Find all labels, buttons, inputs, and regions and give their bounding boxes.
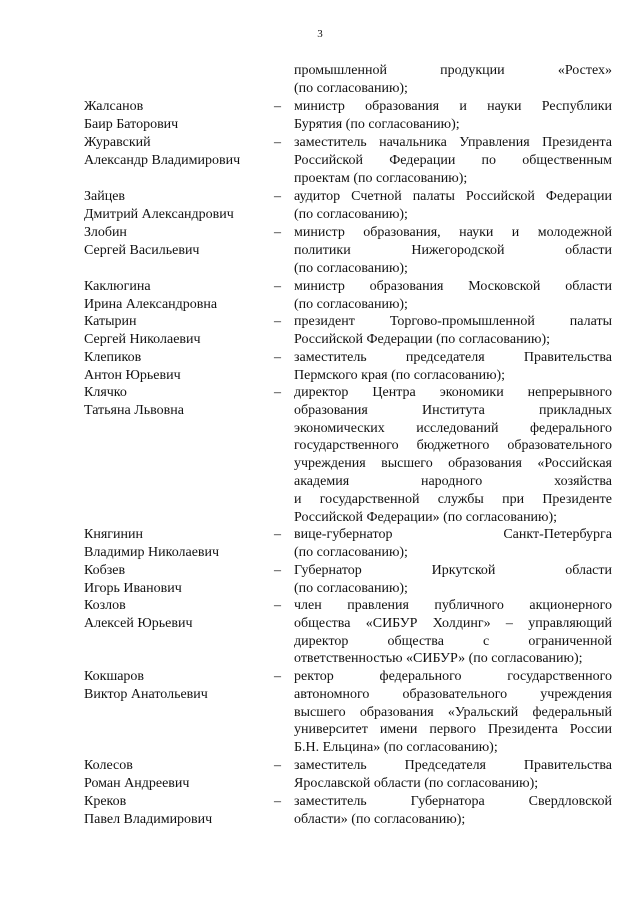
member-surname: Кобзев: [84, 563, 126, 578]
member-surname: Клепиков: [84, 350, 142, 365]
member-position-line: (по согласованию);: [294, 260, 408, 276]
member-surname: Жалсанов: [84, 99, 144, 114]
member-given-name: Роман Андреевич: [84, 775, 190, 791]
member-given-name: Алексей Юрьевич: [84, 615, 193, 631]
dash-separator: –: [274, 385, 281, 400]
member-position-line: и государственной службы при Президенте: [294, 491, 612, 507]
member-given-name: Игорь Иванович: [84, 580, 182, 596]
dash-separator: –: [274, 350, 281, 365]
dash-separator: –: [274, 99, 281, 114]
member-position-line: Бурятия (по согласованию);: [294, 116, 460, 132]
member-position-line: высшего образования «Уральский федеральный: [294, 704, 612, 720]
member-position-line: президент Торгово-промышленной палаты: [294, 314, 612, 329]
member-given-name: Сергей Васильевич: [84, 242, 200, 258]
member-surname: Зайцев: [84, 189, 126, 204]
member-position-line: области» (по согласованию);: [294, 811, 466, 827]
dash-separator: –: [274, 279, 281, 294]
member-surname: Клячко: [84, 385, 127, 400]
member-given-name: Антон Юрьевич: [84, 367, 181, 383]
member-surname: Колесов: [84, 758, 133, 773]
member-position-line: заместитель Губернатора Свердловской: [294, 794, 612, 809]
description-line: промышленной продукции «Ростех»: [294, 63, 612, 78]
member-position-line: экономических исследований федерального: [294, 420, 612, 436]
dash-separator: –: [274, 598, 281, 613]
dash-separator: –: [274, 189, 281, 204]
dash-separator: –: [274, 794, 281, 809]
member-surname: Козлов: [84, 598, 126, 613]
member-position-line: директор общества с ограниченной: [294, 633, 612, 649]
member-surname: Журавский: [84, 135, 151, 150]
member-given-name: Владимир Николаевич: [84, 544, 220, 560]
member-given-name: Дмитрий Александрович: [84, 206, 234, 222]
member-position-line: образования Института прикладных: [294, 402, 612, 418]
member-position-line: заместитель председателя Правительства: [294, 350, 612, 365]
description-line: (по согласованию);: [294, 80, 408, 96]
member-position-line: ответственностью «СИБУР» (по согласованию);: [294, 651, 583, 667]
member-surname: Злобин: [84, 225, 127, 240]
member-given-name: Сергей Николаевич: [84, 331, 201, 347]
member-position-line: (по согласованию);: [294, 580, 408, 596]
member-position-line: заместитель начальника Управления Президента: [294, 135, 612, 150]
member-position-line: (по согласованию);: [294, 296, 408, 312]
member-position-line: заместитель Председателя Правительства: [294, 758, 612, 773]
member-position-line: аудитор Счетной палаты Российской Федерации: [294, 189, 612, 204]
member-position-line: проектам (по согласованию);: [294, 170, 468, 186]
member-position-line: (по согласованию);: [294, 206, 408, 222]
member-position-line: вице-губернатор Санкт-Петербурга: [294, 527, 612, 542]
member-position-line: министр образования и науки Республики: [294, 99, 612, 114]
member-given-name: Татьяна Львовна: [84, 402, 184, 418]
member-surname: Креков: [84, 794, 127, 809]
member-position-line: министр образования Московской области: [294, 279, 612, 294]
dash-separator: –: [274, 225, 281, 240]
member-position-line: директор Центра экономики непрерывного: [294, 385, 612, 400]
dash-separator: –: [274, 563, 281, 578]
member-given-name: Баир Баторович: [84, 116, 179, 132]
member-position-line: политики Нижегородской области: [294, 242, 612, 258]
member-position-line: Российской Федерации по общественным: [294, 152, 612, 168]
member-position-line: общества «СИБУР Холдинг» – управляющий: [294, 615, 612, 631]
member-position-line: Пермского края (по согласованию);: [294, 367, 506, 383]
member-position-line: университет имени первого Президента России: [294, 722, 612, 738]
member-position-line: (по согласованию);: [294, 544, 408, 560]
member-position-line: член правления публичного акционерного: [294, 598, 612, 613]
member-surname: Катырин: [84, 314, 137, 329]
member-given-name: Александр Владимирович: [84, 152, 241, 168]
member-position-line: Ярославской области (по согласованию);: [294, 775, 539, 791]
dash-separator: –: [274, 669, 281, 684]
member-position-line: министр образования, науки и молодежной: [294, 225, 612, 240]
member-position-line: Российской Федерации» (по согласованию);: [294, 509, 558, 525]
page-number: 3: [317, 28, 323, 40]
member-surname: Княгинин: [84, 527, 143, 542]
dash-separator: –: [274, 758, 281, 773]
member-given-name: Павел Владимирович: [84, 811, 213, 827]
dash-separator: –: [274, 314, 281, 329]
member-position-line: Б.Н. Ельцина» (по согласованию);: [294, 740, 498, 756]
member-position-line: Российской Федерации (по согласованию);: [294, 331, 551, 347]
dash-separator: –: [274, 135, 281, 150]
member-surname: Кокшаров: [84, 669, 145, 684]
member-position-line: учреждения высшего образования «Российская: [294, 456, 612, 472]
dash-separator: –: [274, 527, 281, 542]
member-given-name: Ирина Александровна: [84, 296, 218, 312]
member-position-line: государственного бюджетного образовательного: [294, 438, 612, 454]
member-position-line: автономного образовательного учреждения: [294, 686, 612, 702]
member-position-line: академия народного хозяйства: [294, 474, 612, 489]
member-given-name: Виктор Анатольевич: [84, 686, 208, 702]
member-position-line: ректор федерального государственного: [294, 669, 612, 684]
member-position-line: Губернатор Иркутской области: [294, 563, 612, 578]
member-surname: Каклюгина: [84, 279, 151, 294]
